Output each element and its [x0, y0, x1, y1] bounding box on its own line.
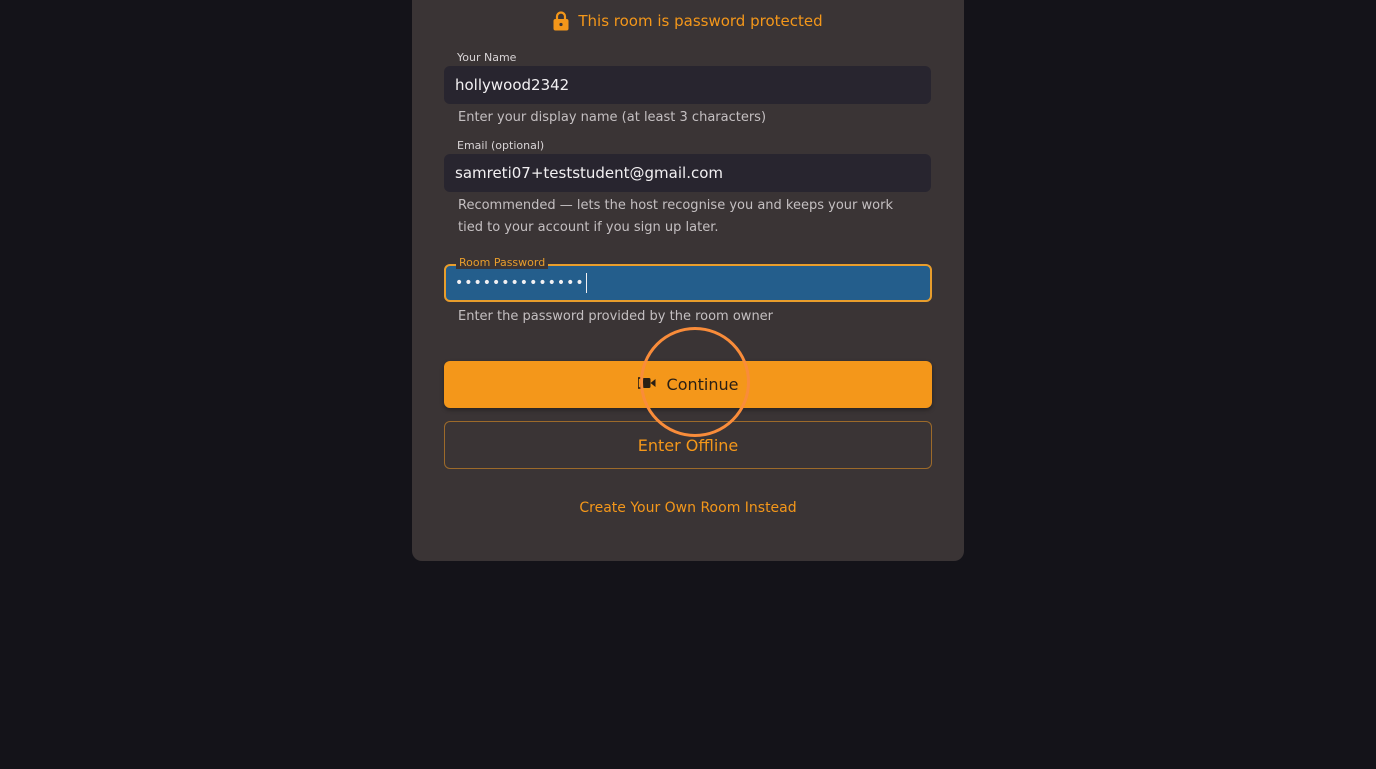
create-room-link-label: Create Your Own Room Instead: [579, 500, 797, 516]
email-helper-text: Recommended — lets the host recognise you and keeps your work tied to your account if you sign up later.: [458, 198, 893, 235]
video-camera-icon: [638, 375, 656, 394]
password-helper-text: Enter the password provided by the room owner: [458, 309, 774, 324]
notice-text: This room is password protected: [578, 12, 823, 30]
email-field-value: samreti07+teststudent@gmail.com: [455, 164, 724, 182]
room-password-label: Room Password: [456, 256, 548, 269]
room-password-value: [455, 264, 587, 302]
name-field-value: hollywood2342: [455, 76, 570, 94]
create-room-link[interactable]: [412, 500, 964, 516]
enter-offline-button[interactable]: [444, 421, 932, 469]
continue-button-label: Continue: [666, 375, 739, 394]
enter-offline-label: Enter Offline: [637, 435, 739, 455]
name-field[interactable]: [444, 51, 931, 104]
password-protected-notice: [412, 10, 964, 32]
lock-icon: [553, 11, 569, 31]
name-helper-text: Enter your display name (at least 3 characters): [458, 110, 767, 125]
email-field[interactable]: [444, 139, 931, 192]
name-field-label: Your Name: [457, 51, 517, 64]
email-field-label: Email (optional): [457, 139, 545, 152]
join-room-card: [412, 0, 964, 561]
password-dots: ••••••••••••••: [455, 275, 585, 291]
continue-button[interactable]: [444, 361, 932, 408]
text-caret: [586, 273, 587, 293]
room-password-field[interactable]: [444, 256, 932, 302]
